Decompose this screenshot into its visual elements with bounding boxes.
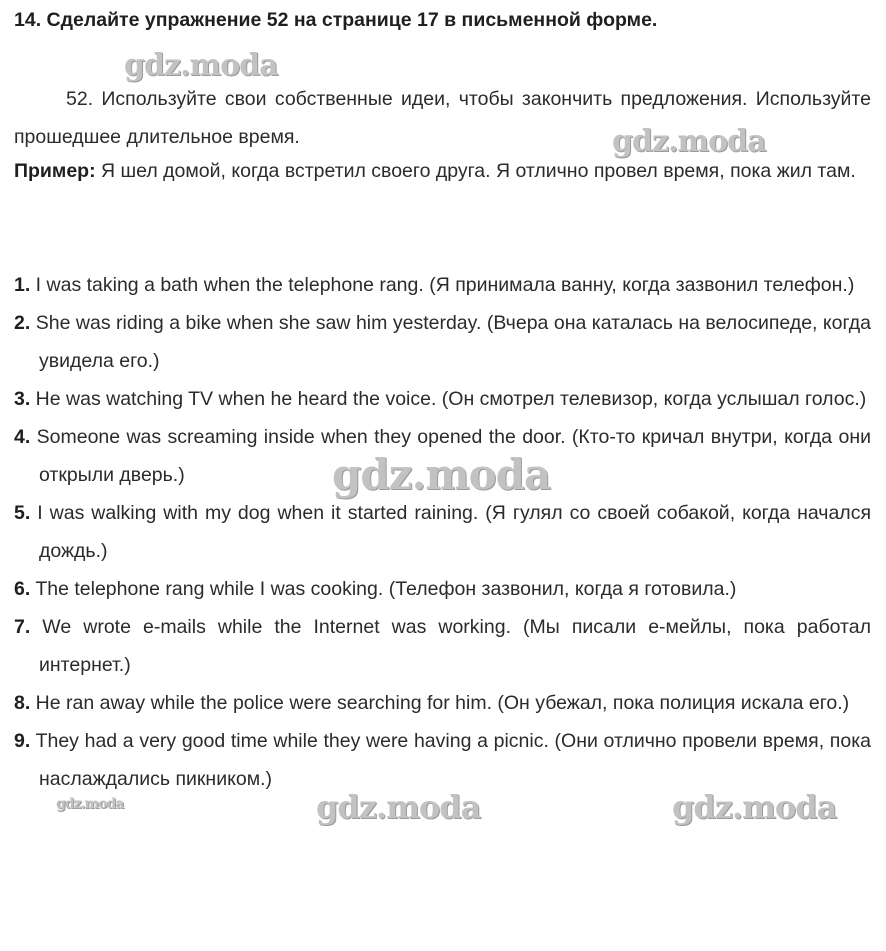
watermark: gdz.moda — [612, 124, 766, 159]
answer-number: 8. — [14, 692, 31, 714]
answer-text: They had a very good time while they were having a picnic. (Они отлично провели время, пока наслаждались пикником.) — [30, 730, 871, 790]
watermark: gdz.moda — [316, 788, 481, 826]
watermark: gdz.moda — [332, 450, 551, 499]
answer-item-3 — [14, 380, 871, 418]
watermark: gdz.moda — [56, 796, 124, 812]
task-heading: 14. Сделайте упражнение 52 на странице 17 в письменной форме. — [14, 9, 658, 31]
watermark: gdz.moda — [124, 48, 278, 83]
exercise-instructions: 52. Используйте свои собственные идеи, чтобы закончить предложения. Используйте прошедшее длительное время. — [14, 88, 871, 148]
answer-number: 4. — [14, 426, 31, 448]
watermark: gdz.moda — [672, 788, 837, 826]
answer-item-7 — [14, 608, 871, 684]
answer-number: 3. — [14, 388, 31, 410]
answer-text: I was taking a bath when the telephone rang. (Я принимала ванну, когда зазвонил телефон.) — [30, 274, 855, 296]
answer-text: I was walking with my dog when it started raining. (Я гулял со своей собакой, когда начался дождь.) — [30, 502, 871, 562]
answer-number: 1. — [14, 274, 31, 296]
answer-item-8 — [14, 684, 871, 722]
answer-number: 9. — [14, 730, 31, 752]
answer-number: 7. — [14, 616, 31, 638]
example-label: Пример: — [14, 160, 96, 182]
answer-list — [14, 266, 871, 798]
answer-item-1 — [14, 266, 871, 304]
answer-item-4 — [14, 418, 871, 494]
example-text: Я шел домой, когда встретил своего друга. Я отлично провел время, пока жил там. — [95, 160, 856, 182]
answer-number: 6. — [14, 578, 31, 600]
answer-text: We wrote e-mails while the Internet was working. (Мы писали е-мейлы, пока работал интернет.) — [30, 616, 871, 676]
answer-text: Someone was screaming inside when they opened the door. (Кто-то кричал внутри, когда они открыли дверь.) — [30, 426, 871, 486]
answer-number: 2. — [14, 312, 31, 334]
answer-item-5 — [14, 494, 871, 570]
example-paragraph — [14, 153, 871, 191]
answer-text: He was watching TV when he heard the voice. (Он смотрел телевизор, когда услышал голос.) — [30, 388, 867, 410]
answer-number: 5. — [14, 502, 31, 524]
answer-item-9 — [14, 722, 871, 798]
answer-text: He ran away while the police were searching for him. (Он убежал, пока полиция искала его.) — [30, 692, 850, 714]
answer-item-2 — [14, 304, 871, 380]
answer-item-6 — [14, 570, 871, 608]
answer-text: The telephone rang while I was cooking. (Телефон зазвонил, когда я готовила.) — [30, 578, 737, 600]
answer-text: She was riding a bike when she saw him yesterday. (Вчера она каталась на велосипеде, когда увидела его.) — [30, 312, 871, 372]
